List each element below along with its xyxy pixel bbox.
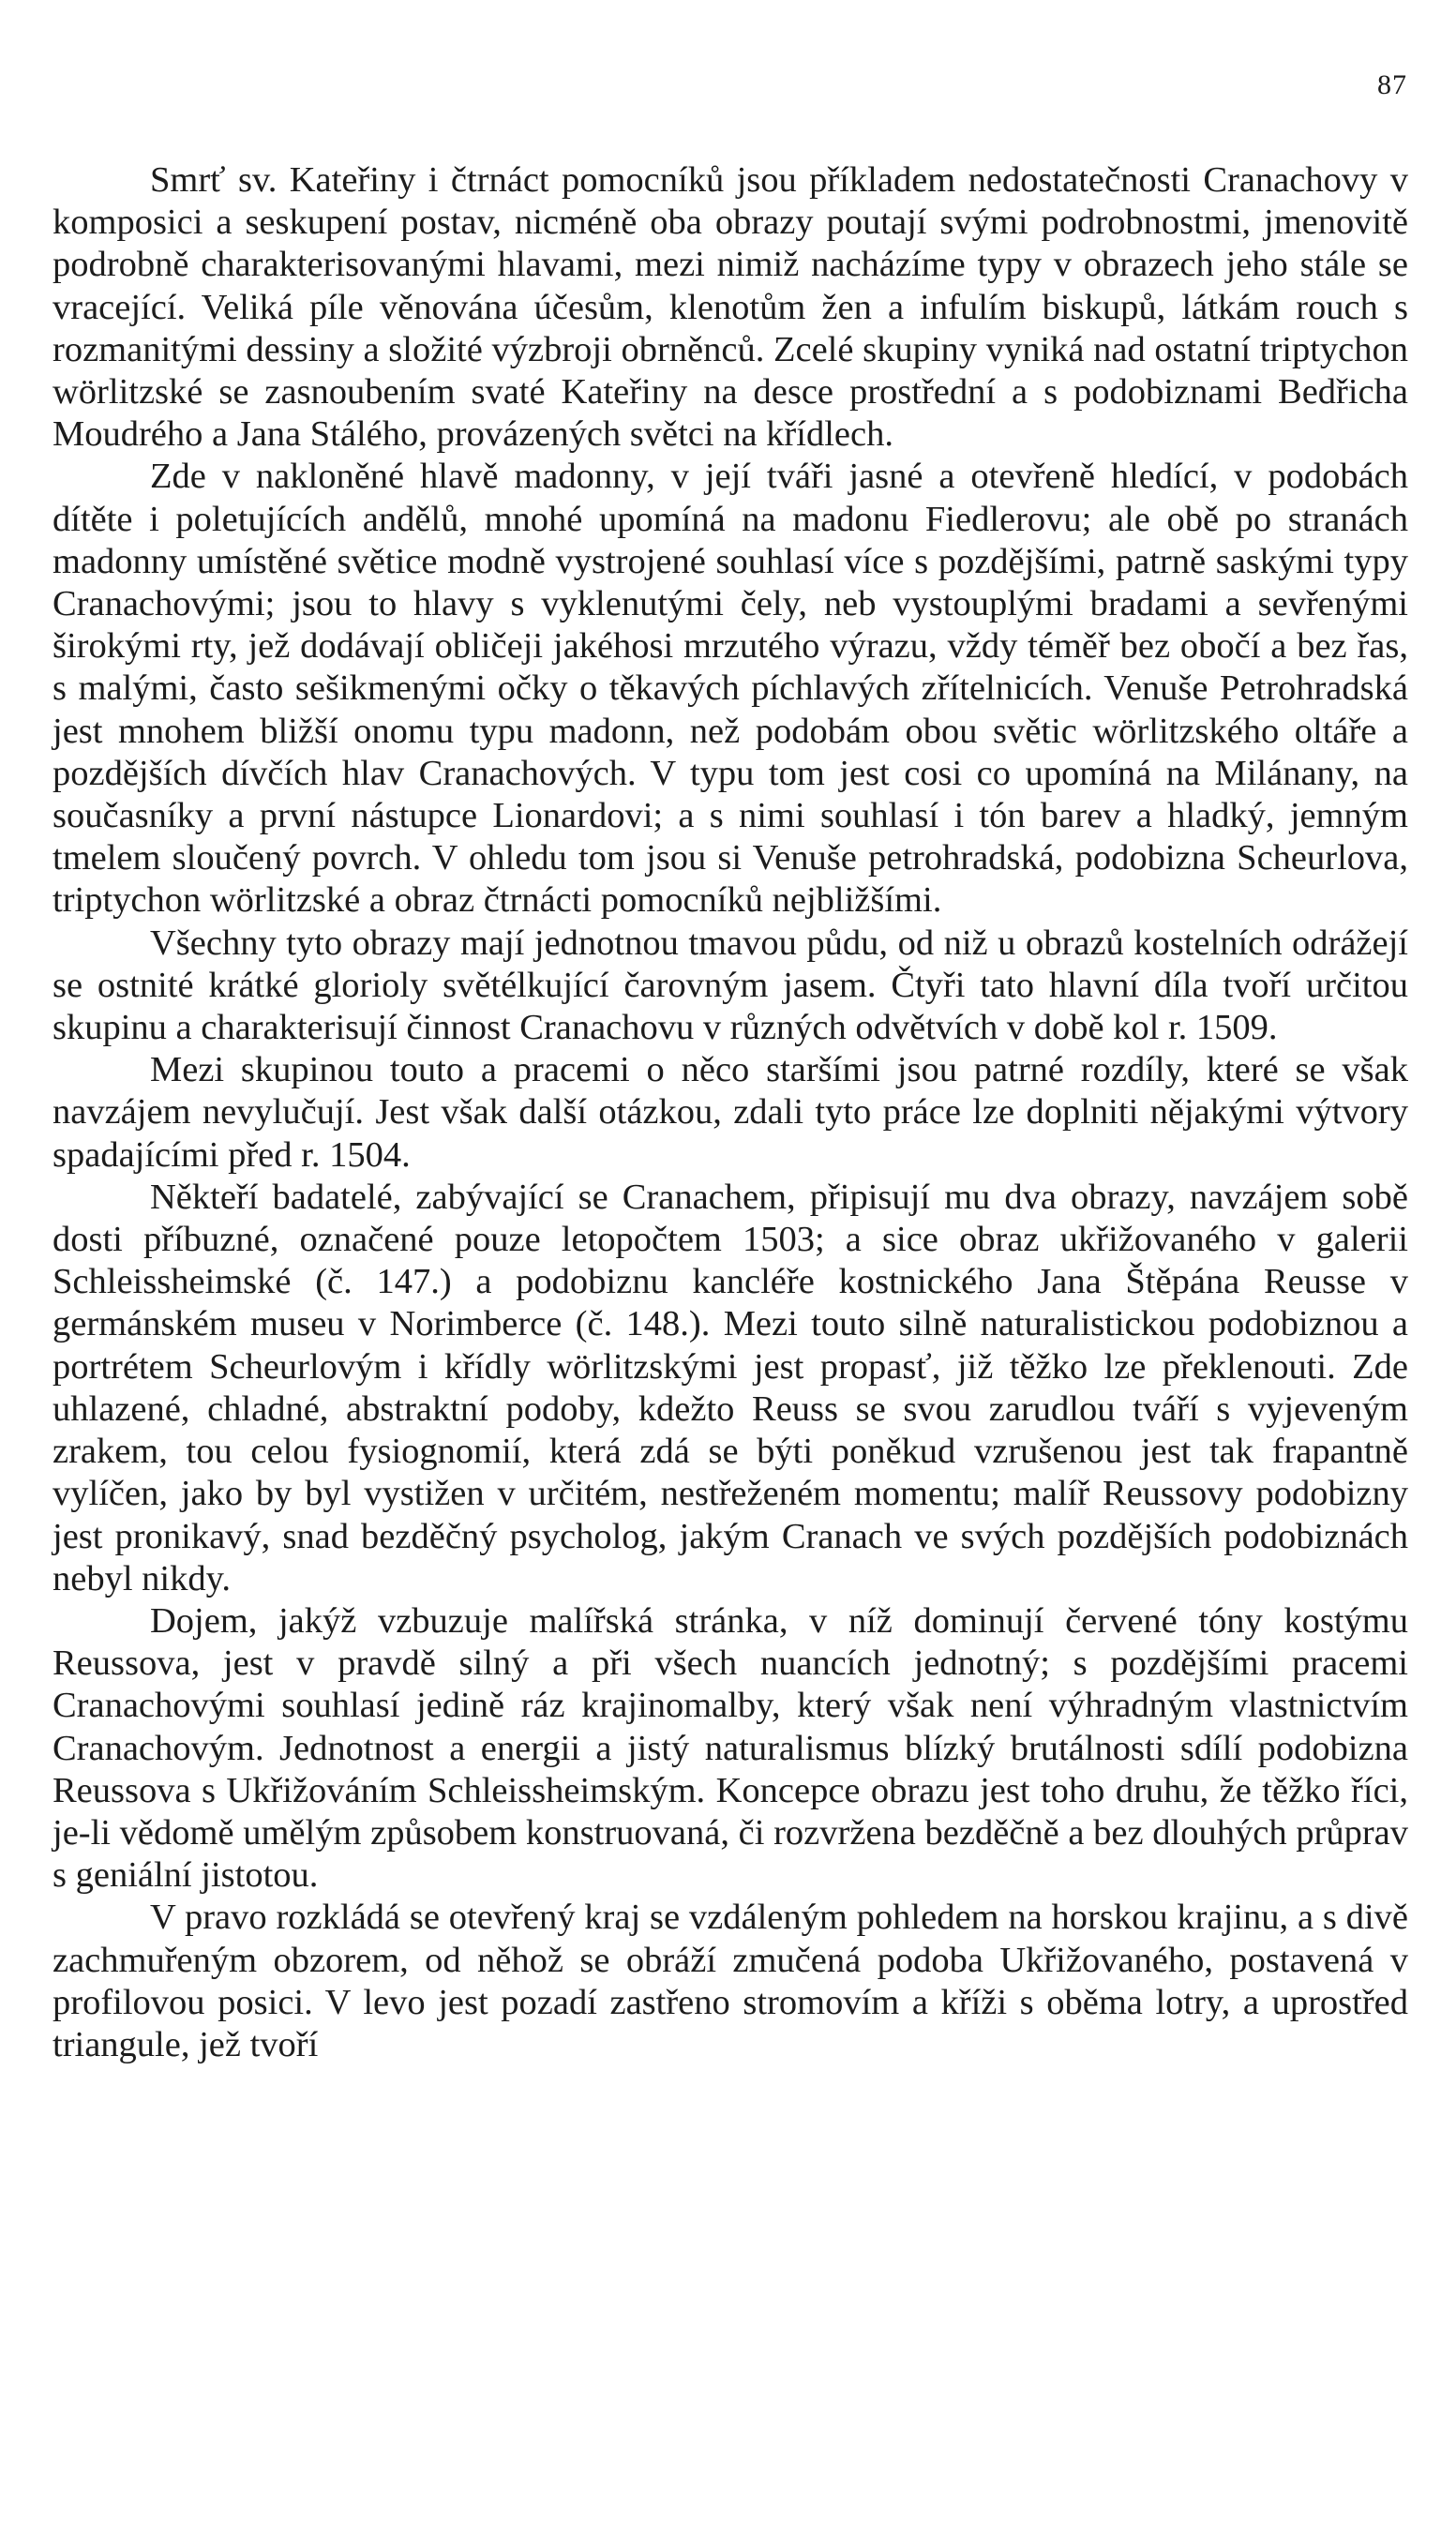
paragraph: V pravo rozkládá se otevřený kraj se vzdáleným pohledem na horskou krajinu, a s divě zachmuřeným obzorem, od něhož se obráží zmučená podoba Ukřižovaného, postavená v profilovou posici. V levo jest pozadí zastřeno stromovím a kříži s oběma lotry, a uprostřed triangule, jež tvoří <box>53 1898 1408 2064</box>
paragraph: Zde v nakloněné hlavě madonny, v její tváři jasné a otevřeně hledící, v podobách dítěte i poletujících andělů, mnohé upomíná na madonu Fiedlerovu; ale obě po stranách madonny umístěné světice modně vystrojené souhlasí více s pozdějšími, patrně saskými typy Cranachovými; jsou to hlavy s vyklenutými čely, neb vystouplými bradami a sevřenými širokými rty, jež dodávají obličeji jakéhosi mrzutého výrazu, vždy téměř bez obočí a bez řas, s malými, často sešikmenými očky o těkavých píchlavých zřítelnicích. Venuše Petrohradská jest mnohem bližší onomu typu madonn, než podobám obou světic wörlitzského oltáře a pozdějších dívčích hlav Cranachových. V typu tom jest cosi co upomíná na Milánany, na současníky a první nástupce Lionardovi; a s nimi souhlasí i tón barev a hladký, jemným tmelem sloučený povrch. V ohledu tom jsou si Venuše petrohradská, podobizna Scheurlova, triptychon wörlitzské a obraz čtrnácti pomocníků nejbližšími. <box>53 457 1408 921</box>
paragraph: Někteří badatelé, zabývající se Cranachem, připisují mu dva obrazy, navzájem sobě dosti příbuzné, označené pouze letopočtem 1503; a sice obraz ukřižovaného v galerii Schleissheimské (č. 147.) a podobiznu kancléře kostnického Jana Štěpána Reusse v germánském museu v Norimberce (č. 148.). Mezi touto silně naturalistickou podobiznou a portrétem Scheurlovým i křídly wörlitzskými jest propasť, již těžko lze překlenouti. Zde uhlazené, chladné, abstraktní podoby, kdežto Reuss se svou zarudlou tváří s vyjeveným zrakem, tou celou fysiognomií, která zdá se býti poněkud vzrušenou jest tak frapantně vylíčen, jako by byl vystižen v určitém, nestřeženém momentu; malíř Reussovy podobizny jest pronikavý, snad bezděčný psycholog, jakým Cranach ve svých pozdějších podobiznách nebyl nikdy. <box>53 1177 1408 1598</box>
body-text <box>53 159 1408 2066</box>
paragraph: Smrť sv. Kateřiny i čtrnáct pomocníků jsou příkladem nedostatečnosti Cranachovy v komposici a seskupení postav, nicméně oba obrazy poutají svými podrobnostmi, jmenovitě podrobně charakterisovanými hlavami, mezi nimiž nacházíme typy v obrazech jeho stále se vracející. Veliká píle věnována účesům, klenotům žen a infulím biskupů, látkám rouch s rozmanitými dessiny a složité výzbroji obrněnců. Zcelé skupiny vyniká nad ostatní triptychon wörlitzské se zasnoubením svaté Kateřiny na desce prostřední a s podobiznami Bedřicha Moudrého a Jana Stálého, provázených světci na křídlech. <box>53 160 1408 455</box>
page-number: 87 <box>1377 69 1407 100</box>
paragraph: Mezi skupinou touto a pracemi o něco staršími jsou patrné rozdíly, které se však navzájem nevylučují. Jest však další otázkou, zdali tyto práce lze doplniti nějakými výtvory spadajícími před r. 1504. <box>53 1050 1408 1175</box>
paragraph: Dojem, jakýž vzbuzuje malířská stránka, v níž dominují červené tóny kostýmu Reussova, jest v pravdě silný a při všech nuancích jednotný; s pozdějšími pracemi Cranachovými souhlasí jedině ráz krajinomalby, který však není výhradným vlastnictvím Cranachovým. Jednotnost a energii a jistý naturalismus blízký brutálnosti sdílí podobizna Reussova s Ukřižováním Schleissheimským. Koncepce obrazu jest toho druhu, že těžko říci, je-li vědomě umělým způsobem konstruovaná, či rozvržena bezděčně a bez dlouhých průprav s geniální jistotou. <box>53 1600 1408 1896</box>
paragraph: Všechny tyto obrazy mají jednotnou tmavou půdu, od niž u obrazů kostelních odrážejí se ostnité krátké glorioly světélkující čarovným jasem. Čtyři tato hlavní díla tvoří určitou skupinu a charakterisují činnost Cranachovu v různých odvětvích v době kol r. 1509. <box>53 923 1408 1048</box>
